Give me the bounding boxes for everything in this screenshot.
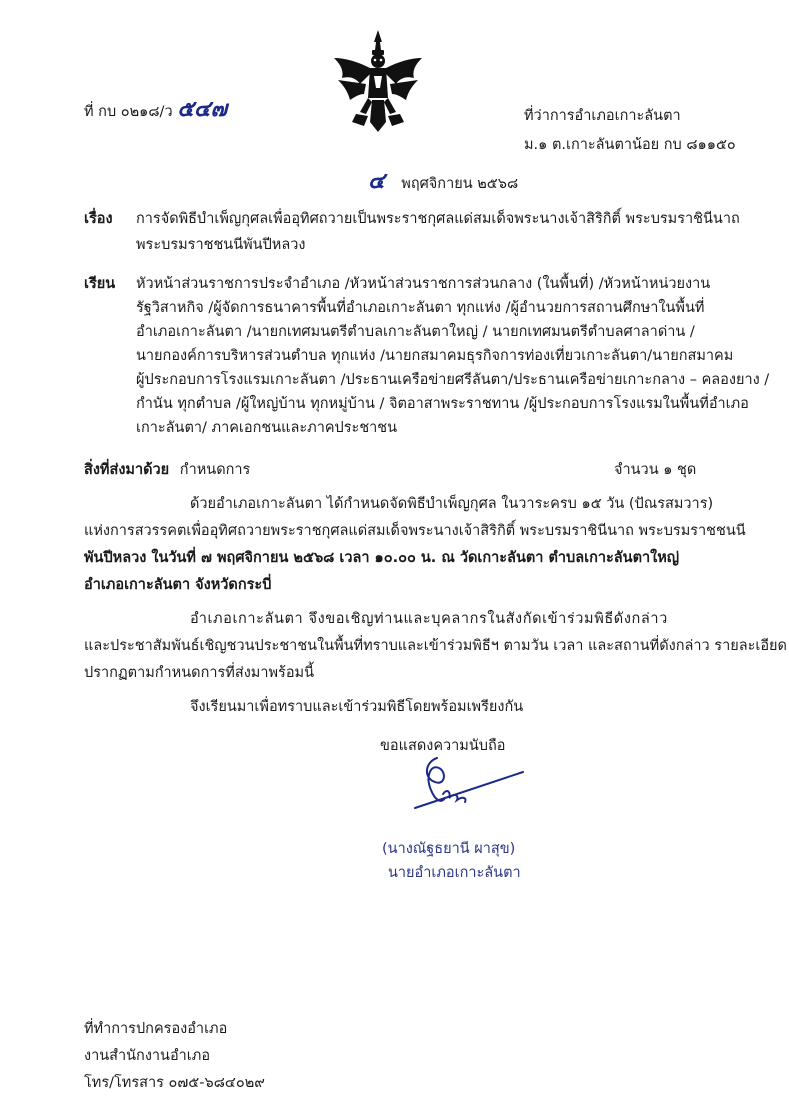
- subject-label: เรื่อง: [84, 211, 113, 227]
- reference-handwritten-number: ๕๔๗: [177, 96, 228, 122]
- enclosure-item: กำหนดการ: [179, 462, 251, 478]
- date-day-handwritten: ๔: [368, 168, 385, 194]
- garuda-emblem-icon: [330, 28, 426, 136]
- subject-line-1: การจัดพิธีบำเพ็ญกุศลเพื่ออุทิศถวายเป็นพระราชกุศลแด่สมเด็จพระนางเจ้าสิริกิติ์ พระบรมราชินีนาถ: [136, 211, 740, 227]
- footer-department: ที่ทำการปกครองอำเภอ: [84, 1021, 228, 1037]
- recipient-line-2: รัฐวิสาหกิจ /ผู้จัดการธนาคารพื้นที่อำเภอเกาะลันตา ทุกแห่ง /ผู้อำนวยการสถานศึกษาในพื้นที่: [136, 300, 705, 316]
- subject-line-2: พระบรมราชชนนีพันปีหลวง: [136, 237, 306, 253]
- recipient-line-4: นายกองค์การบริหารส่วนตำบล ทุกแห่ง /นายกสมาคมธุรกิจการท่องเที่ยวเกาะลันตา/นายกสมาคม: [136, 348, 734, 364]
- footer-phone-fax: โทร/โทรสาร ๐๗๕-๖๘๔๐๒๙: [84, 1075, 265, 1091]
- recipient-line-1: หัวหน้าส่วนราชการประจำอำเภอ /หัวหน้าส่วนราชการส่วนกลาง (ในพื้นที่) /หัวหน้าหน่วยงาน: [136, 276, 711, 292]
- body-p2-line-3: ปรากฏตามกำหนดการที่ส่งมาพร้อมนี้: [84, 665, 314, 681]
- closing-sentence: จึงเรียนมาเพื่อทราบและเข้าร่วมพิธีโดยพร้อมเพรียงกัน: [190, 699, 524, 715]
- enclosure-label: สิ่งที่ส่งมาด้วย: [84, 462, 170, 478]
- body-p1-line-3: [84, 547, 679, 569]
- enclosure: [84, 459, 250, 481]
- body-p1-line-1: ด้วยอำเภอเกาะลันตา ได้กำหนดจัดพิธีบำเพ็ญกุศล ในวาระครบ ๑๕ วัน (ปัณรสมวาร): [190, 496, 714, 512]
- recipient-line-6: กำนัน ทุกตำบล /ผู้ใหญ่บ้าน ทุกหมู่บ้าน / จิตอาสาพระราชทาน /ผู้ประกอบการโรงแรมในพื้นที่อำเภอ: [136, 396, 749, 412]
- body-p2-line-1: อำเภอเกาะลันตา จึงขอเชิญท่านและบุคลากรในสังกัดเข้าร่วมพิธีดังกล่าว: [190, 611, 668, 627]
- recipient-line-3: อำเภอเกาะลันตา /นายกเทศมนตรีตำบลเกาะลันตาใหญ่ / นายกเทศมนตรีตำบลศาลาด่าน /: [136, 324, 695, 340]
- document-date: [368, 170, 518, 195]
- body-p1-bold-prefix: พันปีหลวง: [84, 550, 152, 566]
- enclosure-count: จำนวน ๑ ชุด: [614, 462, 697, 478]
- recipient-line-5: ผู้ประกอบการโรงแรมเกาะลันตา /ประธานเครือข่ายศรีลันตา/ประธานเครือข่ายเกาะกลาง – คลองยาง /: [136, 372, 770, 388]
- reference-number: [84, 98, 227, 123]
- respect-closing: ขอแสดงความนับถือ: [380, 738, 506, 754]
- recipient-line-7: เกาะลันตา/ ภาคเอกชนและภาคประชาชน: [136, 420, 398, 436]
- handwritten-signature: [395, 752, 525, 822]
- body-p1-line-2: แห่งการสวรรคตเพื่ออุทิศถวายพระราชกุศลแด่สมเด็จพระนางเจ้าสิริกิติ์ พระบรมราชินีนาถ พระบรมราชชนนี: [84, 523, 746, 539]
- footer-section: งานสำนักงานอำเภอ: [84, 1048, 211, 1064]
- signer-name: (นางณัฐธยานี ผาสุข): [382, 841, 516, 857]
- reference-prefix: ที่ กบ ๐๒๑๘/ว: [84, 104, 173, 120]
- office-address-line1: ที่ว่าการอำเภอเกาะลันตา: [524, 108, 681, 124]
- body-p1-event-location: อำเภอเกาะลันตา จังหวัดกระบี่: [84, 577, 272, 593]
- body-p1-event-datetime: ในวันที่ ๗ พฤศจิกายน ๒๕๖๘ เวลา ๑๐.๐๐ น. ณ วัดเกาะลันตา ตำบลเกาะลันตาใหญ่: [151, 550, 680, 566]
- body-p2-line-2: และประชาสัมพันธ์เชิญชวนประชาชนในพื้นที่ทราบและเข้าร่วมพิธีฯ ตามวัน เวลา และสถานที่ดังกล่าว รายละเอียด: [84, 638, 787, 654]
- recipients-label: เรียน: [84, 276, 116, 292]
- office-address-line2: ม.๑ ต.เกาะลันตาน้อย กบ ๘๑๑๕๐: [524, 137, 736, 153]
- signer-title: นายอำเภอเกาะลันตา: [388, 865, 521, 881]
- date-month-year: พฤศจิกายน ๒๕๖๘: [401, 176, 519, 192]
